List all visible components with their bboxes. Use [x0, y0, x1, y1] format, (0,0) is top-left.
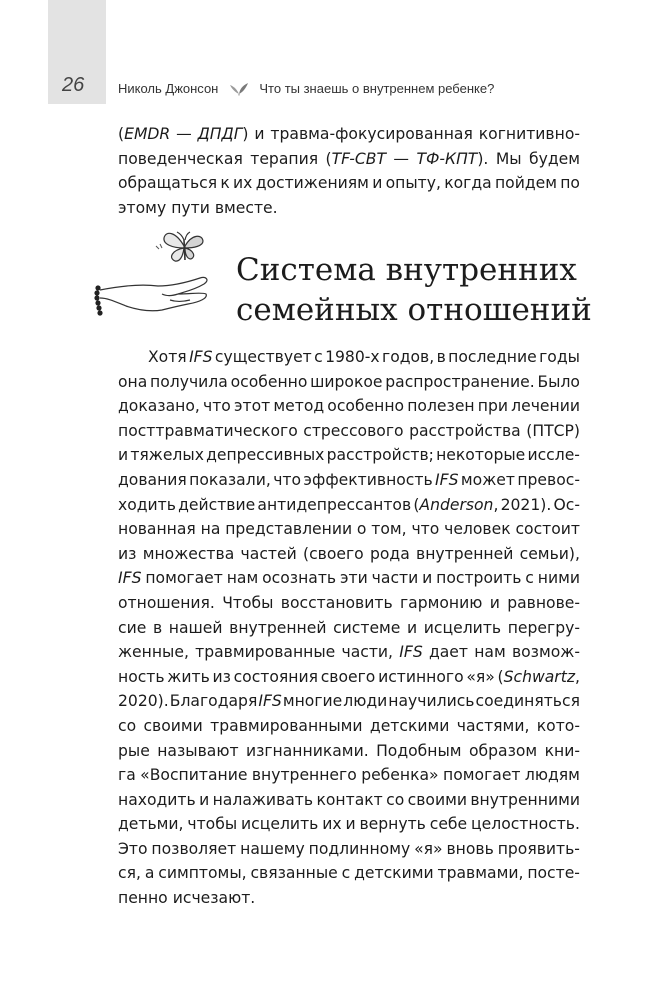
book-title: Что ты знаешь о внутреннем ребенке?	[259, 80, 495, 96]
author-name: Николь Джонсон	[118, 80, 219, 96]
text-line: Это позволяет нашему подлинному «я» вновь проявить-	[118, 839, 580, 858]
text-line: отношения. Чтобы восстановить гармонию и равнове-	[118, 593, 580, 612]
text-line: и тяжелых депрессивных расстройств; некоторые иссле-	[118, 446, 580, 465]
text-line: (EMDR — ДПДГ) и травма-фокусированная когнитивно-	[118, 125, 580, 143]
heading-line-1: Система внутренних	[236, 252, 577, 288]
section-heading	[236, 250, 592, 330]
text-line: женные, травмированные части, IFS дает нам возмож-	[118, 643, 580, 662]
hand-with-butterfly-icon	[80, 226, 220, 336]
text-line: находить и налаживать контакт со своими внутренними	[118, 790, 580, 809]
text-line: 2020). Благодаря IFS многие люди научились соединяться	[118, 692, 580, 711]
body-paragraph	[118, 345, 580, 911]
text-line: пенно исчезают.	[118, 889, 256, 908]
intro-paragraph	[118, 122, 580, 220]
text-line: обращаться к их достижениям и опыту, когда пойдем по	[118, 174, 580, 193]
text-line: доказано, что этот метод особенно полезен при лечении	[118, 397, 580, 416]
text-line: Хотя IFS существует с 1980-х годов, в последние годы	[148, 348, 580, 366]
text-line: ность жить из состояния своего истинного «я» (Schwartz,	[118, 667, 580, 686]
text-line: детьми, чтобы исцелить их и вернуть себе целостность.	[118, 815, 580, 834]
text-line: дования показали, что эффективность IFS может превос-	[118, 470, 580, 489]
text-line: посттравматического стрессового расстройства (ПТСР)	[118, 421, 580, 440]
text-line: поведенческая терапия (TF-CBT — ТФ-КПТ). Мы будем	[118, 149, 580, 168]
heading-line-2: семейных отношений	[236, 292, 592, 328]
text-line: со своими травмированными детскими частями, кото-	[118, 716, 580, 735]
text-line: IFS помогает нам осознать эти части и построить с ними	[118, 569, 580, 588]
text-line: ходить действие антидепрессантов (Anderson, 2021). Ос-	[118, 495, 580, 514]
text-line: этому пути вместе.	[118, 198, 278, 217]
text-line: нованная на представлении о том, что человек состоит	[118, 520, 580, 539]
text-line: сие в нашей внутренней системе и исцелить перегру-	[118, 618, 580, 637]
text-line: из множества частей (своего рода внутренней семьи),	[118, 544, 580, 563]
text-line: рые называют изгнанниками. Подобным образом кни-	[118, 741, 580, 760]
text-line: ся, а симптомы, связанные с детскими травмами, посте-	[118, 864, 580, 883]
text-line: она получила особенно широкое распространение. Было	[118, 372, 580, 391]
page-number: 26	[62, 74, 85, 96]
leaf-icon	[228, 80, 250, 96]
running-head	[118, 78, 494, 98]
text-line: га «Воспитание внутреннего ребенка» помогает людям	[118, 766, 580, 785]
